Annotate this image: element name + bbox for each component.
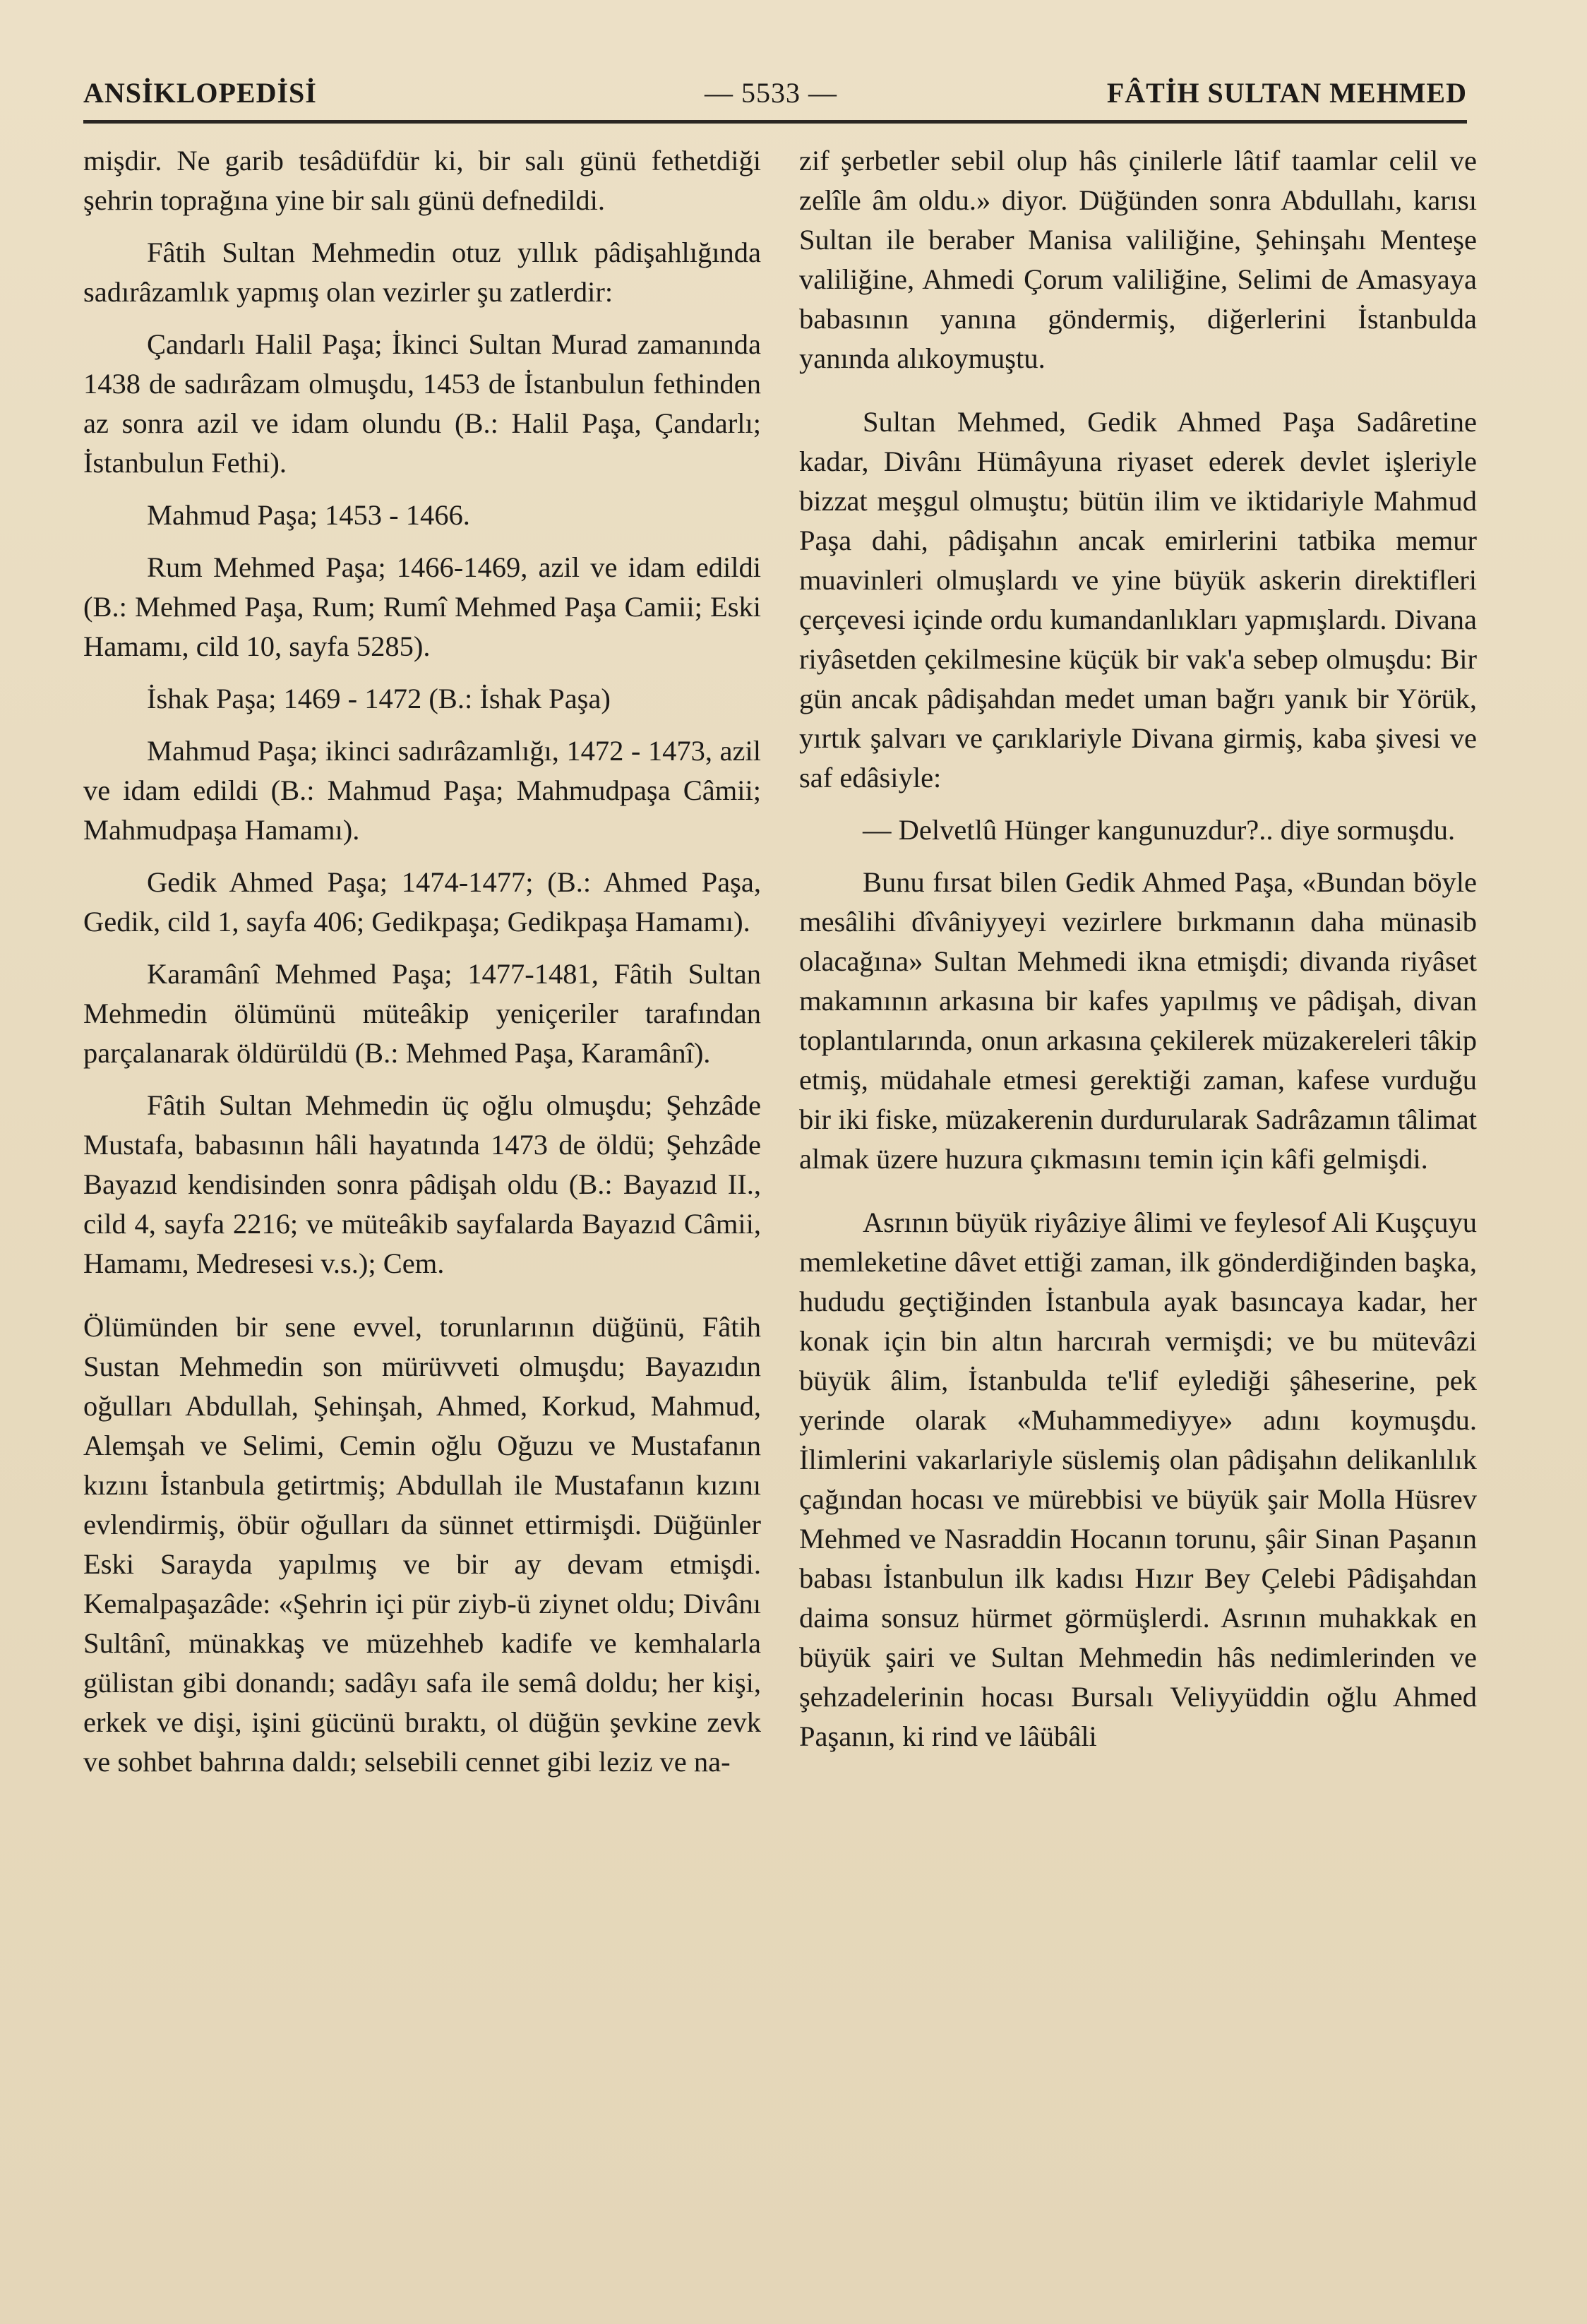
paragraph: Gedik Ahmed Paşa; 1474-1477; (B.: Ahmed Paşa, Gedik, cild 1, sayfa 406; Gedikpaşa; Gedikpaşa Hamamı). [83, 866, 761, 938]
paragraph: Mahmud Paşa; ikinci sadırâzamlığı, 1472 - 1473, azil ve idam edildi (B.: Mahmud Paşa; Mahmudpaşa Câmii; Mahmudpaşa Hamamı). [83, 735, 761, 846]
page-number: — 5533 — [705, 77, 837, 109]
paragraph: Fâtih Sultan Mehmedin otuz yıllık pâdişahlığında sadırâzamlık yapmış olan vezirler şu zatlerdir: [83, 236, 761, 308]
paragraph: Bunu fırsat bilen Gedik Ahmed Paşa, «Bundan böyle mesâlihi dîvâniyyeyi vezirlere bırkmanın daha münasib olacağına» Sultan Mehmedi ikna etmişdi; divanda riyâset makamının arkasına bir kafes yapılmış ve pâdişah, divan toplantılarında, onun arkasına çekilerek müzakereleri tâkip etmiş, müdahale etmesi gerektiği zaman, kafese vurduğu bir iki fiske, müzakerenin durdurularak Sadrâzamın tâlimat almak üzere huzura çıkmasını temin için kâfi gelmişdi. [799, 866, 1477, 1175]
paragraph: Sultan Mehmed, Gedik Ahmed Paşa Sadâretine kadar, Divânı Hümâyuna riyaset ederek devlet işleriyle bizzat meşgul olmuştu; bütün ilim ve iktidariyle Mahmud Paşa dahi, pâdişahın ancak emirlerini tatbika memur muavinleri olmuşlardı ve yine büyük askerin direktifleri çerçevesi içinde ordu kumandanlıkları yapmışlardı. Divana riyâsetden çekilmesine küçük bir vak'a sebep olmuşdu: Bir gün ancak pâdişahdan medet uman bağrı yanık bir Yörük, yırtık şalvarı ve çarıklariyle Divana girmiş, kaba şivesi ve saf edâsiyle: [799, 406, 1477, 793]
header-rule [83, 120, 1467, 124]
paragraph: Çandarlı Halil Paşa; İkinci Sultan Murad zamanında 1438 de sadırâzam olmuşdu, 1453 de İstanbulun fethinden az sonra azil ve idam olundu (B.: Halil Paşa, Çandarlı; İstanbulun Fethi). [83, 328, 761, 479]
paragraph: Rum Mehmed Paşa; 1466-1469, azil ve idam edildi (B.: Mehmed Paşa, Rum; Rumî Mehmed Paşa Camii; Eski Hamamı, cild 10, sayfa 5285). [83, 551, 761, 662]
header-article-title: FÂTİH SULTAN MEHMED [1106, 77, 1467, 109]
paragraph: Fâtih Sultan Mehmedin üç oğlu olmuşdu; Şehzâde Mustafa, babasının hâli hayatında 1473 de öldü; Şehzâde Bayazıd kendisinden sonra pâdişah oldu (B.: Bayazıd II., cild 4, sayfa 2216; ve müteâkib sayfalarda Bayazıd Câmii, Hamamı, Medresesi v.s.); Cem. [83, 1089, 761, 1279]
paragraph: Asrının büyük riyâziye âlimi ve feylesof Ali Kuşçuyu memleketine dâvet ettiği zaman, ilk gönderdiğinden başka, hududu geçtiğinden İstanbula ayak basıncaya kadar, her konak için bin altın harcırah vermişdi; ve bu mütevâzi büyük âlim, İstanbulda te'lif eylediği şâheserine, pek yerinde olarak «Muhammediyye» adını koymuşdu. İlimlerini vakarlariyle süslemiş olan pâdişahın delikanlılık çağından hocası ve mürebbisi ve büyük şair Molla Hüsrev Mehmed ve Nasraddin Hocanın torunu, şâir Sinan Paşanın babası İstanbulun ilk kadısı Hızır Bey Çelebi Pâdişahdan daima sonsuz hürmet görmüşlerdi. Asrının muhakkak en büyük şairi ve Sultan Mehmedin hâs nedimlerinden ve şehzadelerinin hocası Bursalı Veliyyüddin oğlu Ahmed Paşanın, ki rind ve lâübâli [799, 1206, 1477, 1752]
paragraph: zif şerbetler sebil olup hâs çinilerle lâtif taamlar celil ve zelîle âm oldu.» diyor. Düğünden sonra Abdullahı, karısı Sultan ile beraber Manisa valiliğine, Şehinşahı Menteşe valiliğine, Ahmedi Çorum valiliğine, Selimi de Amasyaya babasının yanına göndermiş, diğerlerini İstanbulda yanında alıkoymuştu. [799, 145, 1477, 374]
right-column [799, 141, 1477, 1769]
paragraph: Karamânî Mehmed Paşa; 1477-1481, Fâtih Sultan Mehmedin ölümünü müteâkip yeniçeriler tarafından parçalanarak öldürüldü (B.: Mehmed Paşa, Karamânî). [83, 958, 761, 1069]
page-header [83, 71, 1467, 120]
paragraph: — Delvetlû Hünger kangunuzdur?.. diye sormuşdu. [863, 814, 1456, 846]
paragraph: Mahmud Paşa; 1453 - 1466. [147, 499, 470, 531]
paragraph: İshak Paşa; 1469 - 1472 (B.: İshak Paşa) [147, 683, 611, 714]
header-encyclopedia-title: ANSİKLOPEDİSİ [83, 77, 317, 109]
left-column [83, 141, 761, 1795]
paragraph: mişdir. Ne garib tesâdüfdür ki, bir salı günü fethetdiği şehrin toprağına yine bir salı günü defnedildi. [83, 145, 761, 216]
paragraph: Ölümünden bir sene evvel, torunlarının düğünü, Fâtih Sustan Mehmedin son mürüvveti olmuşdu; Bayazıdın oğulları Abdullah, Şehinşah, Ahmed, Korkud, Mahmud, Alemşah ve Selimi, Cemin oğlu Oğuzu ve Mustafanın kızını İstanbula getirtmiş; Abdullah ile Mustafanın kızını evlendirmiş, öbür oğulları da sünnet ettirmişdi. Düğünler Eski Sarayda yapılmış ve bir ay devam etmişdi. Kemalpaşazâde: «Şehrin içi pür ziyb-ü ziynet oldu; Divânı Sultânî, münakkaş ve müzehheb kadife ve kemhalarla gülistan gibi donandı; sadâyı safa ile semâ doldu; her kişi, erkek ve dişi, işini gücünü bıraktı, ol düğün şevkine zevk ve sohbet bahrına daldı; selsebili cennet gibi leziz ve na- [83, 1311, 761, 1778]
